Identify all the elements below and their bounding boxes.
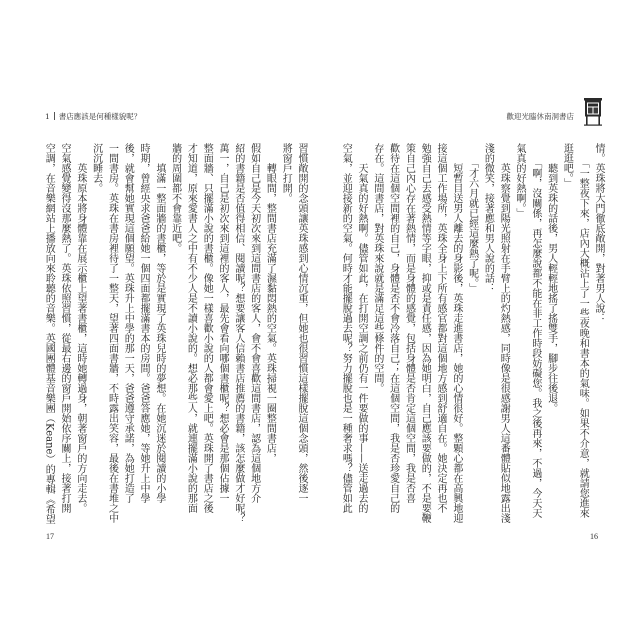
page-number: 16 (590, 532, 598, 541)
page-number: 17 (46, 532, 54, 541)
text-column: 短暫目送男人離去的身影後，英珠走進書店，她的心情很好。整顆心都在高興地迎 (450, 143, 462, 523)
text-column: 空調，在音樂網站上播放向來聆聽的音樂。英國團體基音樂團（Keane）的專輯《希望 (43, 143, 55, 525)
text-column: 「啊，沒關係，再怎麼說都不能在非工作時段妨礙您。我之後再來，不過，今天天 (529, 143, 541, 518)
text-column: 接這個工作場所，英珠全身上下所有感官都對這個地方感到舒適自在。她決定再也不 (435, 143, 447, 513)
text-column: 一間書房。英珠在書房裡待了一整天，望著四面書牆，不時露出笑容，最後在書堆之中 (106, 143, 118, 523)
text-column: 存在。這間書店，對英珠來說就是滿足這些條件的空間。 (371, 143, 383, 393)
header-separator (54, 112, 55, 120)
bookshop-emblem-icon (583, 97, 603, 127)
text-column: 沉沉睡去。 (90, 143, 102, 193)
text-column: 英珠原本將身體靠在展示櫃上望著書櫃，這時她轉過身，朝著窗戶的方向走去。 (74, 143, 86, 513)
book-title-running-head: 歡迎光臨休南洞書店 (506, 112, 574, 121)
text-column: 歡待在這個空間裡的自己，身體是否不會冷落自己；在這個空間，我是否珍愛自己的 (387, 143, 399, 513)
text-column: 策自己內心存在著熱情，而是身體的感覺，包括身體是否肯定這個空間，我是否喜 (403, 143, 415, 503)
text-column: 「才六月就已經這麼熱了呢。」 (466, 143, 478, 293)
text-column: 聽到英珠的話後，男人輕輕地搖了搖雙手，腳步往後退。 (545, 143, 557, 413)
left-page-body (39, 143, 309, 527)
text-column: 整面牆、只擺滿小說的書櫃。像她一樣喜歡小說的人都會愛上吧。英珠開了書店之後 (201, 143, 213, 513)
text-column: 「一整夜下來，店內大概沾上了一些夜晚和書本的氣味。如果不介意，就請您進來 (577, 143, 589, 518)
text-column: 天氣真的好熱啊。儘管如此，在打開空調之前仍有一件要做的事——送走過去的 (356, 143, 368, 513)
text-column: 英珠察覺到陽光照射在手臂上的灼熱感，同時像是很感謝男人這番體貼似地露出淺 (498, 143, 510, 523)
chapter-number: 1 (45, 112, 50, 121)
text-column: 空氣感覺變得沒那麼熱了。英珠依照習慣，從最右邊的窗戶開始依序關上，接著打開 (59, 143, 71, 513)
text-column: 牆的周圍都不會靠近吧。 (169, 143, 181, 253)
right-page-body (336, 143, 606, 527)
text-column: 空氣，並迎接新的空氣。何時才能擺脫過去呢？努力擺脫也是一種奢求嗎？儘管如此 (340, 143, 352, 513)
text-column: 假如自己是今天初次來到這間書店的客人，會不會喜歡這間書店，認為這個地方介 (248, 143, 260, 503)
text-column: 紹的書籍是否值得相信、閱讀呢？想要讓客人信賴書店推薦的書籍，該怎麼做才好呢？ (232, 143, 244, 523)
right-page (320, 0, 640, 640)
text-column: 習慣敞開的念頭讓英珠感到心情沉重，但她也很習慣這樣擺脫這個念頭，然後逐一 (296, 143, 307, 503)
text-column: 情。英珠將大門徹底敞開，對著男人說： (593, 143, 604, 323)
text-column: 逛逛吧。」 (561, 143, 573, 188)
text-column: 勉強自己去感受熱情等字眼，抑或是責任感，因為她明白，自己應該要做的，不是要鞭 (419, 143, 431, 523)
text-column: 時期，曾經央求爸爸給她一個四面都擺滿書本的房間。爸爸答應她，等她升上中學 (138, 143, 150, 503)
text-column: 後，就會幫她實現這個願望。英珠升上中學的那一天，爸爸遵守承諾，為她打造了 (122, 143, 134, 503)
text-column: 萬一，自己是初次來到這裡的客人，最先會看向哪個書櫃呢？想必會是那個佔據一 (217, 143, 229, 503)
text-column: 淺的微笑，接著應和男人說的話： (482, 143, 494, 293)
text-column: 氣真的好熱啊。」 (514, 143, 526, 218)
text-column: 轉眼間，整間書店充滿了濕黏悶熱的空氣。英珠掃視一圈整間書店， (264, 143, 276, 463)
text-column: 填滿一整面牆的書櫃，等於是實現了英珠兒時的夢想。在她沉迷於閱讀的小學 (153, 143, 165, 503)
text-column: 才知道，原來愛書人之中有不少人是不讀小說的。想必那些人，就連擺滿小說的那面 (185, 143, 197, 513)
text-column: 將窗戶打開。 (280, 143, 292, 203)
chapter-running-head (45, 112, 141, 122)
chapter-title: 書店應該是何種樣貌呢？ (58, 112, 142, 121)
